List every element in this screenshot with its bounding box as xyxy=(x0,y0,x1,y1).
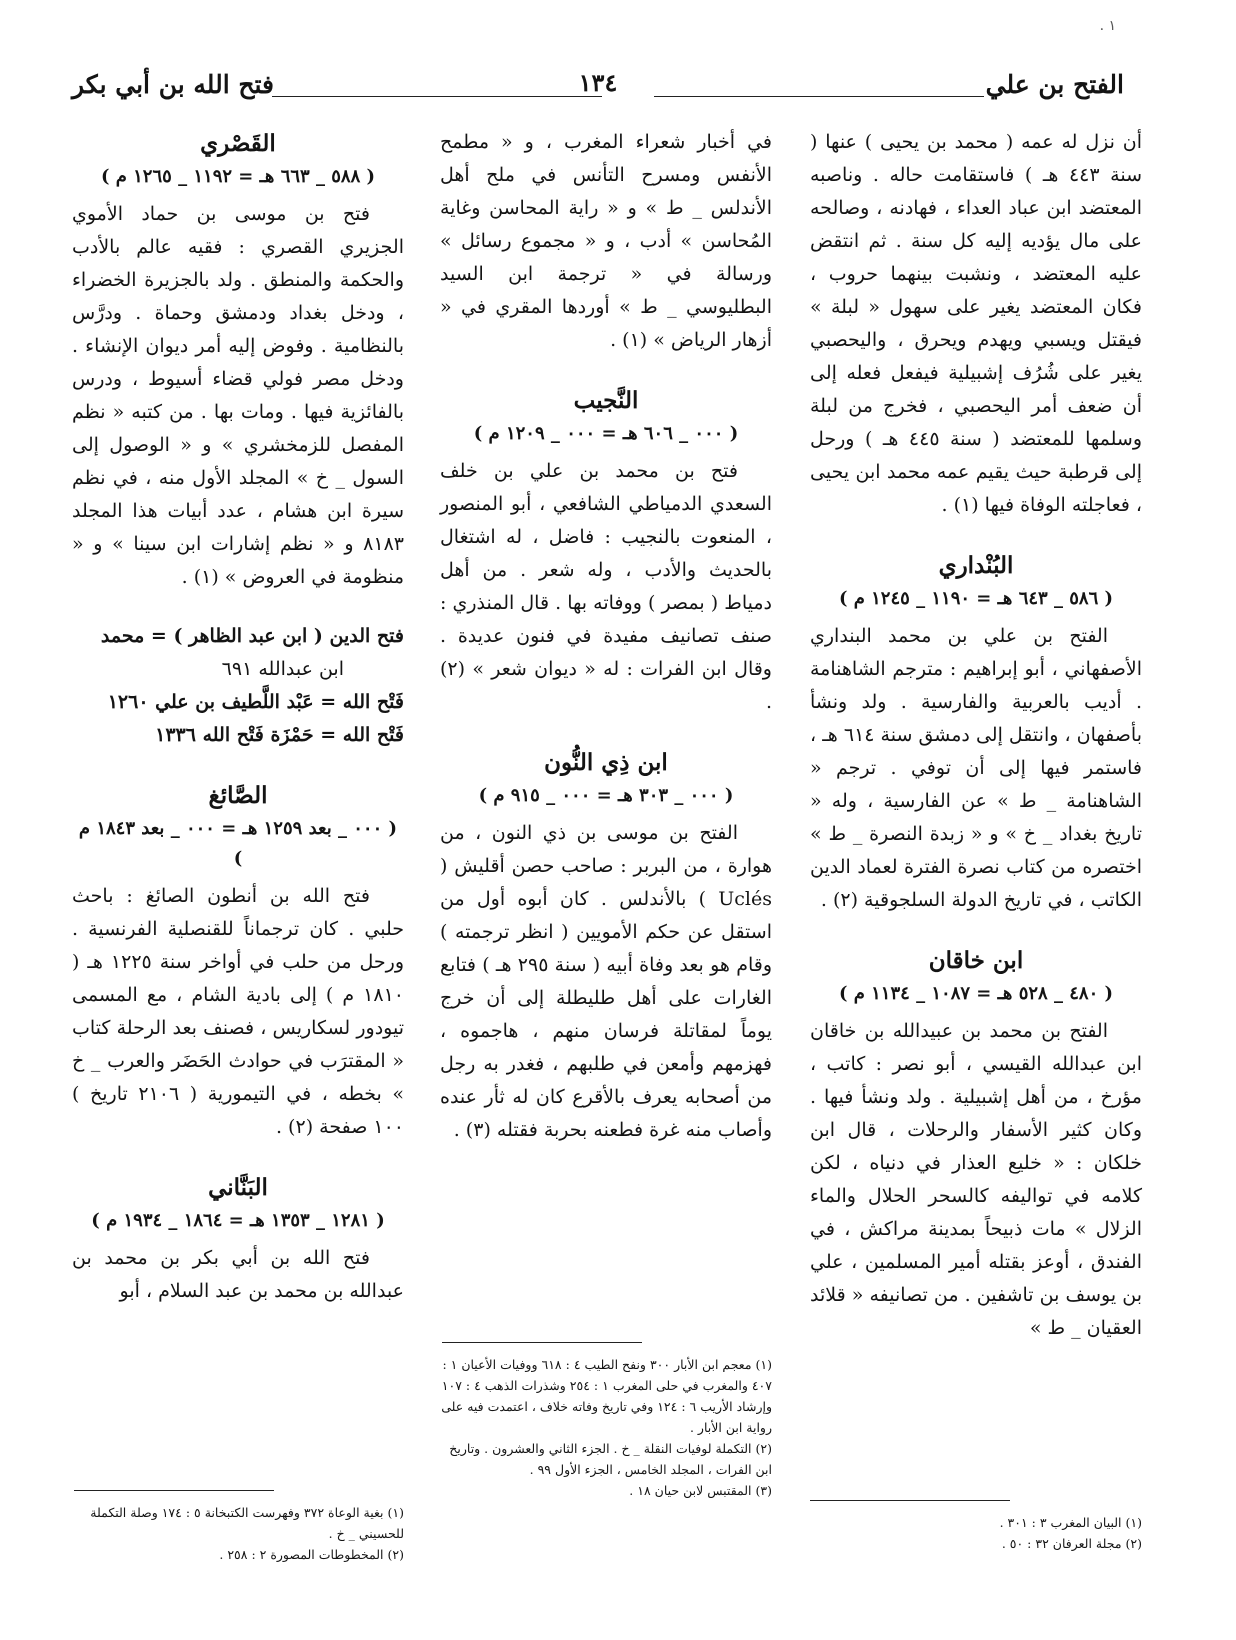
entry-title: البُنْداري xyxy=(938,552,1014,579)
header-rule-left xyxy=(272,96,602,97)
header-right-title: الفتح بن علي xyxy=(985,70,1124,99)
column-left xyxy=(72,126,404,1308)
cross-reference: فتح الدين ( ابن عبد الظاهر ) = محمد xyxy=(100,625,404,647)
cross-reference: فَتْح الله = حَمْزَة فَتْح الله ١٣٣٦ xyxy=(155,724,404,746)
entry-title: الصَّائغ xyxy=(208,782,268,809)
column-right xyxy=(810,126,1142,1345)
entry-dates: ( ٤٨٠ _ ٥٢٨ هـ = ١٠٨٧ _ ١١٣٤ م ) xyxy=(838,983,1114,1004)
footnotes-middle xyxy=(440,1354,772,1501)
page-number: ١٣٤ xyxy=(578,68,618,97)
footnotes-left xyxy=(72,1502,404,1565)
entry-title: النَّجيب xyxy=(573,387,639,414)
footnote: (٣) المقتبس لابن حيان ١٨ . xyxy=(629,1483,772,1498)
entry-body: فتح الله بن أبي بكر بن محمد بن عبدالله بن محمد بن عبد السلام ، أبو xyxy=(72,1247,404,1302)
running-header xyxy=(72,62,1124,112)
footnote-rule xyxy=(442,1342,642,1343)
entry-title: البَنَّاني xyxy=(208,1174,268,1201)
entry-dates: ( ١٢٨١ _ ١٣٥٣ هـ = ١٨٦٤ _ ١٩٣٤ م ) xyxy=(91,1210,385,1231)
footnote-rule xyxy=(74,1490,274,1491)
header-left-title: فتح الله بن أبي بكر xyxy=(72,70,274,99)
entry-body: الفتح بن موسى بن ذي النون ، من هوارة ، من البربر : صاحب حصن أقليش ( Uclés ) بالأندلس . كان أبوه أول من استقل عن حكم الأمويين ( انظر ترجمته ) وقام هو بعد وفاة أبيه ( سنة ٢٩٥ هـ ) فتابع الغارات على أهل طليطلة إلى أن خرج يوماً لمقاتلة فرسان منهم ، هاجموه ، فهزمهم وأمعن في طلبهم ، فغدر به رجل من أصحابه يعرف بالأقرع كان له ثأر عنده وأصاب منه غرة فطعنه بحربة فقتله (٣) . xyxy=(440,822,773,1141)
cross-reference: فَتْح الله = عَبْد اللَّطيف بن علي ١٢٦٠ xyxy=(107,691,404,713)
entry-dates: ( ٠٠٠ _ ٦٠٦ هـ = ٠٠٠ _ ١٢٠٩ م ) xyxy=(473,423,739,444)
footnote: (١) بغية الوعاة ٣٧٢ وفهرست الكتبخانة ٥ : ١٧٤ وصلة التكملة للحسيني _ خ . xyxy=(90,1505,404,1541)
entry-dates: ( ٥٨٨ _ ٦٦٣ هـ = ١١٩٢ _ ١٢٦٥ م ) xyxy=(100,166,376,187)
footnote: (١) البيان المغرب ٣ : ٣٠١ . xyxy=(999,1515,1142,1530)
cross-reference-continued: ابن عبدالله ٦٩١ xyxy=(221,658,344,680)
entry-title: القَصْري xyxy=(200,130,276,157)
entry-body: الفتح بن محمد بن عبيدالله بن خاقان ابن عبدالله القيسي ، أبو نصر : كاتب ، مؤرخ ، من أهل إشبيلية . ولد ونشأ فيها . وكان كثير الأسفار والرحلات ، قال ابن خلكان : « خليع العذار في دنياه ، لكن كلامه في تواليفه كالسحر الحلال والماء الزلال » مات ذبيحاً بمدينة مراكش ، في الفندق ، أوعز بقتله أمير المسلمين ، علي بن يوسف بن تاشفين . من تصانيفه « قلائد العقيان _ ط » xyxy=(810,1020,1142,1339)
entry-dates: ( ٠٠٠ _ ٣٠٣ هـ = ٠٠٠ _ ٩١٥ م ) xyxy=(478,785,734,806)
column-middle xyxy=(440,126,772,1147)
entry-body: فتح الله بن أنطون الصائغ : باحث حلبي . كان ترجماناً للقنصلية الفرنسية . ورحل من حلب في أواخر سنة ١٢٢٥ هـ ( ١٨١٠ م ) إلى بادية الشام ، مع المسمى تيودور لسكاريس ، فصنف بعد الرحلة كتاب « المقترَب في حوادث الحَضَر والعرب _ خ » بخطه ، في التيمورية ( ٢١٠٦ تاريخ ) ١٠٠ صفحة (٢) . xyxy=(72,885,404,1138)
footnote: (٢) المخطوطات المصورة ٢ : ٢٥٨ . xyxy=(219,1547,404,1562)
entry-dates: ( ٥٨٦ _ ٦٤٣ هـ = ١١٩٠ _ ١٢٤٥ م ) xyxy=(838,588,1114,609)
entry-body: فتح بن محمد بن علي بن خلف السعدي الدمياطي الشافعي ، أبو المنصور ، المنعوت بالنجيب : فاضل ، له اشتغال بالحديث والأدب ، وله شعر . من أهل دمياط ( بمصر ) ووفاته بها . قال المنذري : صنف تصانيف مفيدة في فنون عديدة . وقال ابن الفرات : له « ديوان شعر » (٢) . xyxy=(440,460,772,713)
entry-dates: ( ٠٠٠ _ بعد ١٢٥٩ هـ = ٠٠٠ _ بعد ١٨٤٣ م ) xyxy=(78,818,398,869)
footnote: (٢) مجلة العرفان ٣٢ : ٥٠ . xyxy=(1001,1536,1142,1551)
corner-mark: ١ . xyxy=(1099,18,1116,34)
footnote: (٢) التكملة لوفيات النقلة _ خ . الجزء الثاني والعشرون . وتاريخ ابن الفرات ، المجلد الخامس ، الجزء الأول ٩٩ . xyxy=(449,1441,772,1477)
entry-title: ابن ذِي النُّون xyxy=(544,749,668,776)
footnote: (١) معجم ابن الأبار ٣٠٠ ونفح الطيب ٤ : ٦١٨ ووفيات الأعيان ١ : ٤٠٧ والمغرب في حلى المغرب ١ : ٢٥٤ وشذرات الذهب ٤ : ١٠٧ وإرشاد الأريب ٦ : ١٢٤ وفي تاريخ وفاته خلاف ، اعتمدت فيه على رواية ابن الأبار . xyxy=(441,1357,772,1435)
entry-body: فتح بن موسى بن حماد الأموي الجزيري القصري : فقيه عالم بالأدب والحكمة والمنطق . ولد بالجزيرة الخضراء ، ودخل بغداد ودمشق وحماة . ودرَّس بالنظامية . وفوض إليه أمر ديوان الإنشاء . ودخل مصر فولي قضاء أسيوط ، ودرس بالفائزية فيها . ومات بها . من كتبه « نظم المفصل للزمخشري » و « الوصول إلى السول _ خ » المجلد الأول منه ، في نظم سيرة ابن هشام ، عدد أبيات هذا المجلد ٨١٨٣ و « نظم إشارات ابن سينا » و « منظومة في العروض » (١) . xyxy=(72,203,404,588)
footnote-rule xyxy=(810,1500,1010,1501)
entry-title: ابن خاقان xyxy=(928,947,1024,974)
entry-body: الفتح بن علي بن محمد البنداري الأصفهاني ، أبو إبراهيم : مترجم الشاهنامة . أديب بالعربية والفارسية . ولد ونشأ بأصفهان ، وانتقل إلى دمشق سنة ٦١٤ هـ ، فاستمر فيها إلى أن توفي . ترجم « الشاهنامة _ ط » عن الفارسية ، وله « تاريخ بغداد _ خ » و « زبدة النصرة _ ط » اختصره من كتاب نصرة الفترة لعماد الدين الكاتب ، في تاريخ الدولة السلجوقية (٢) . xyxy=(810,625,1142,911)
continuation-text: في أخبار شعراء المغرب ، و « مطمح الأنفس ومسرح التأنس في ملح أهل الأندلس _ ط » و « راية المحاسن وغاية المُحاسن » أدب ، و « مجموع رسائل » ورسالة في « ترجمة ابن السيد البطليوسي _ ط » أوردها المقري في « أزهار الرياض » (١) . xyxy=(440,131,772,351)
continuation-text: أن نزل له عمه ( محمد بن يحيى ) عنها ( سنة ٤٤٣ هـ ) فاستقامت حاله . وناصبه المعتضد ابن عباد العداء ، فهادنه ، وصالحه على مال يؤديه إليه كل سنة . ثم انتقض عليه المعتضد ، ونشبت بينهما حروب ، فكان المعتضد يغير على سهول « لبلة » فيقتل ويسبي ويهدم ويحرق ، واليحصبي يغير على شُرُف إشبيلية فيفعل فعله إلى أن ضعف أمر اليحصبي ، فخرج من لبلة وسلمها للمعتضد ( سنة ٤٤٥ هـ ) ورحل إلى قرطبة حيث يقيم عمه محمد ابن يحيى ، فعاجلته الوفاة فيها (١) . xyxy=(810,131,1142,516)
footnotes-right xyxy=(810,1512,1142,1554)
